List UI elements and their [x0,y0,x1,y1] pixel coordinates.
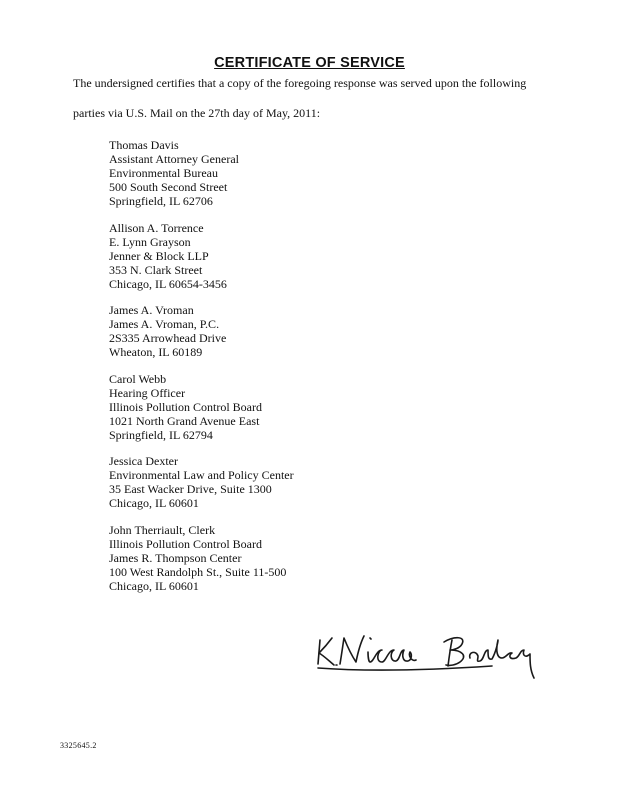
recipient-list [109,138,409,605]
recipient-line: E. Lynn Grayson [109,234,191,249]
recipient-line: Springfield, IL 62706 [109,194,213,208]
recipient-block [109,372,409,442]
recipient-line: Chicago, IL 60601 [109,578,199,593]
recipient-line: 1021 North Grand Avenue East [109,413,260,428]
recipient-line: Illinois Pollution Control Board [109,399,263,414]
recipient-line: Jessica Dexter [109,454,178,468]
recipient-line: Springfield, IL 62794 [109,427,213,442]
recipient-line: Assistant Attorney General [109,152,239,166]
recipient-line: Environmental Law and Policy Center [109,468,294,482]
recipient-block [109,138,409,208]
recipient-line: 35 East Wacker Drive, Suite 1300 [109,482,272,496]
recipient-block [109,523,409,593]
signature-image [312,628,552,683]
recipient-line: 100 West Randolph St., Suite 11-500 [109,564,287,579]
recipient-line: Wheaton, IL 60189 [109,345,203,359]
recipient-line: James A. Vroman [109,303,194,317]
recipient-line: Allison A. Torrence [109,220,204,235]
recipient-block [109,221,409,291]
recipient-block [109,303,409,359]
page-title: CERTIFICATE OF SERVICE [214,55,405,71]
recipient-line: James R. Thompson Center [109,550,242,565]
recipient-line: Environmental Bureau [109,166,218,180]
recipient-line: Jenner & Block LLP [109,248,209,263]
intro-line-1: The undersigned certifies that a copy of the foregoing response was served upon the following [73,76,527,90]
recipient-line: Thomas Davis [109,138,179,152]
recipient-line: James A. Vroman, P.C. [109,317,220,331]
recipient-line: Illinois Pollution Control Board [109,536,263,551]
recipient-line: 2S335 Arrowhead Drive [109,331,227,345]
recipient-line: Chicago, IL 60601 [109,496,199,510]
intro-line-2: parties via U.S. Mail on the 27th day of May, 2011: [73,106,321,120]
document-id: 3325645.2 [60,741,97,750]
recipient-line: 353 N. Clark Street [109,262,203,277]
recipient-line: John Therriault, Clerk [109,522,216,537]
recipient-line: 500 South Second Street [109,180,228,194]
recipient-line: Hearing Officer [109,385,186,400]
recipient-line: Chicago, IL 60654-3456 [109,276,227,291]
recipient-line: Carol Webb [109,371,167,386]
recipient-block [109,454,409,510]
